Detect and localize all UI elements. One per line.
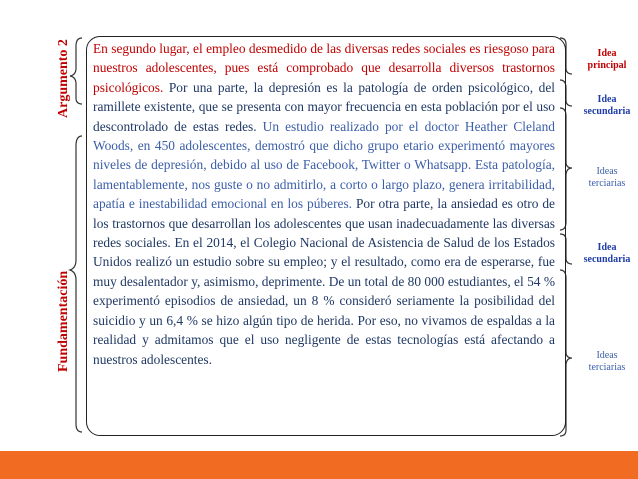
side-label-idea-secundaria-2: Idea secundaria: [583, 242, 631, 265]
fundamentacion-label: Fundamentación: [56, 270, 71, 372]
side-label-idea-principal: Idea principal: [587, 48, 627, 71]
argument-paragraph: [93, 39, 555, 369]
side-label-idea-secundaria-1: Idea secundaria: [583, 94, 631, 117]
bottom-accent-bar: [0, 451, 638, 479]
idea-secundaria-1-text: Por una parte, la depresión es la patología de orden psicológico, del ramillete existente, que se presenta con mayor frecuencia en esta población por el uso descontrolado de estas redes.: [93, 79, 555, 134]
side-label-ideas-terciarias-1: Ideas terciarias: [588, 166, 626, 189]
idea-principal-text: En segundo lugar, el empleo desmedido de las diversas redes sociales es riesgoso para nuestros adolescentes, pues está comprobado que desarrolla diversos trastornos psicológicos.: [93, 41, 555, 95]
ideas-terciarias-2-text: En el 2014, el Colegio Nacional de Asistencia de Salud de los Estados Unidos realizó un estudio sobre su empleo; y el resultado, como era de esperarse, fue muy desalentador y, asimismo, deprimente. De un total de 80 000 estudiantes, el 54 % experimentó episodios de ansiedad, un 8 % consideró seriamente la posibilidad del suicidio y un 6,4 % se hizo algún tipo de herida. Por eso, no vivamos de espaldas a la realidad y admitamos que el uso negligente de estas tecnologías está afectando a nuestros adolescentes.: [93, 235, 555, 367]
argumento-brace: [70, 38, 82, 104]
ideas-terciarias-1-text: Un estudio realizado por el doctor Heather Cleland Woods, en 450 adolescentes, demostró que dicho grupo etario experimentó mayores niveles de depresión, debido al uso de Facebook, Twitter o Whatsapp. Esta patología, lamentablemente, nos guste o no admitirlo, a corto o largo plazo, genera irritabilidad, apatía e inestabilidad emocional en los púberes.: [93, 118, 555, 212]
idea-secundaria-2-text: Por otra parte, la ansiedad es otro de los trastornos que desarrollan los adolescentes que usan inadecuadamente las diversas redes sociales.: [93, 196, 555, 251]
fundamentacion-brace: [70, 136, 82, 432]
side-label-ideas-terciarias-2: Ideas terciarias: [588, 350, 626, 373]
argumento-label: Argumento 2: [56, 39, 71, 118]
